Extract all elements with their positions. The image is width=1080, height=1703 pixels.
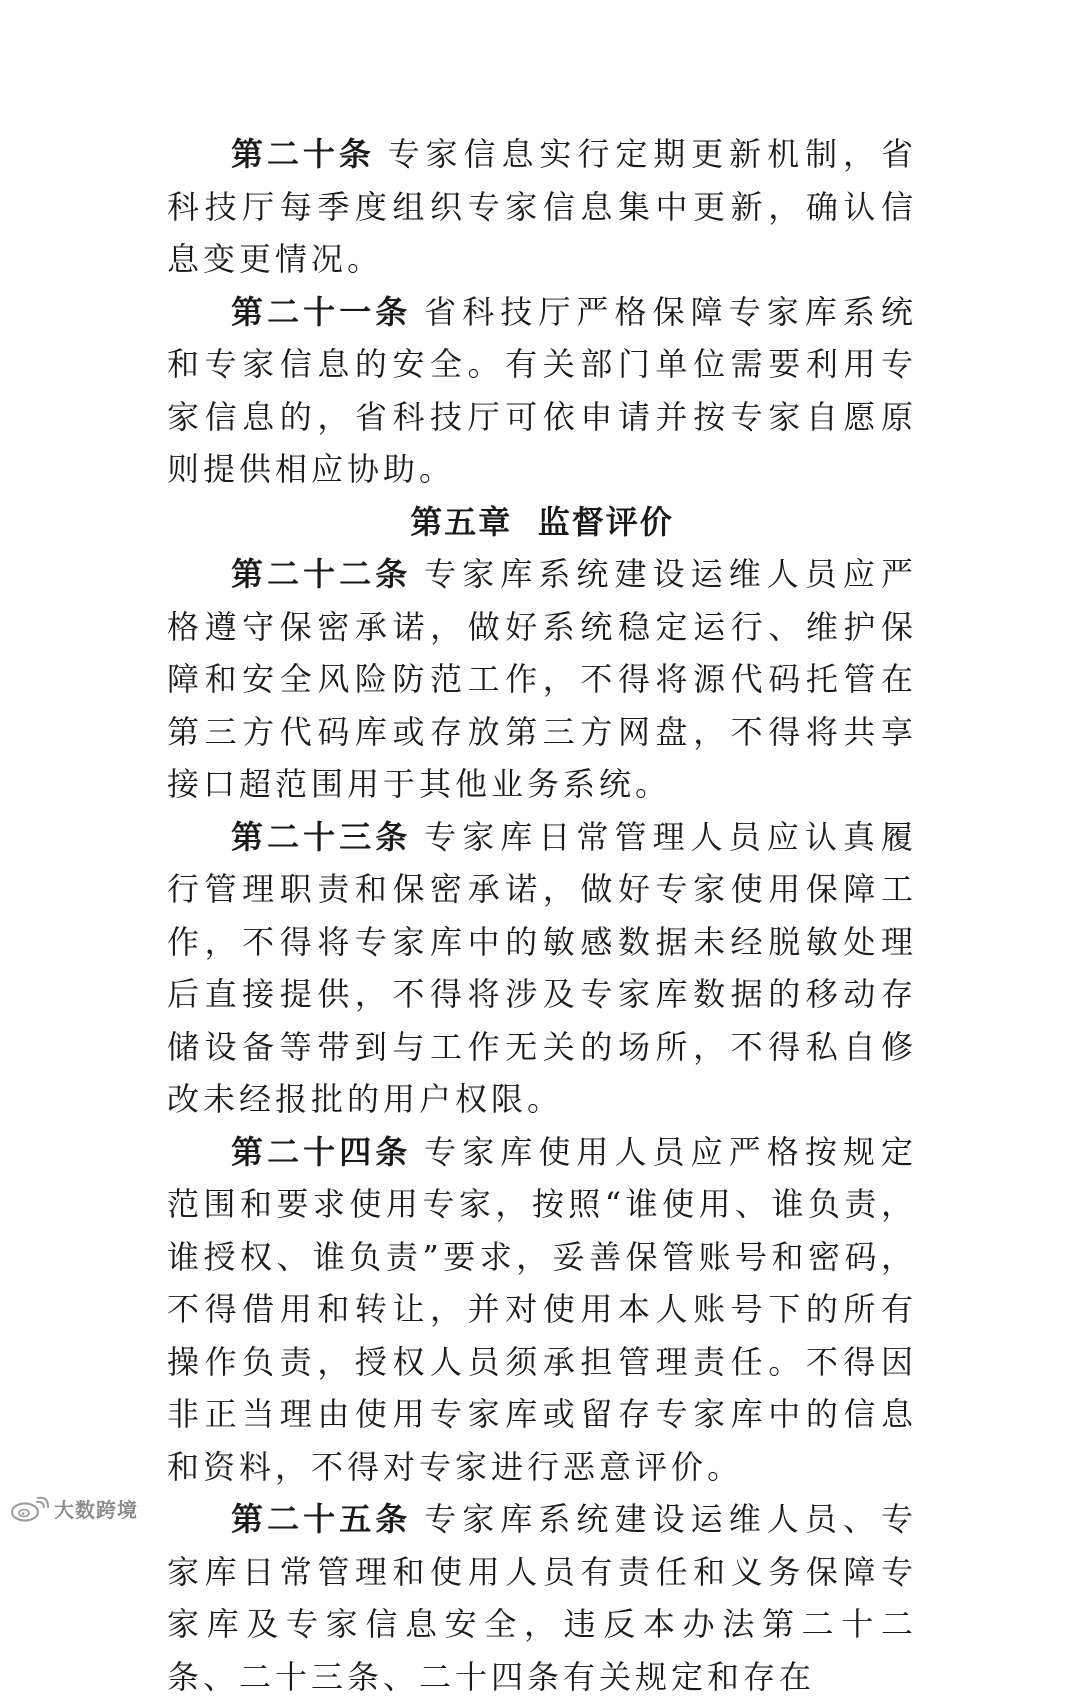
watermark-text: 大数跨境	[54, 1498, 138, 1522]
article-24	[167, 1126, 917, 1494]
weibo-logo-icon	[10, 1496, 50, 1522]
article-body: 专家库系统建设运维人员、专家库日常管理和使用人员有责任和义务保障专家库及专家信息安全，违反本办法第二十二条、二十三条、二十四条有关规定和存在	[167, 1500, 917, 1696]
watermark	[10, 1494, 138, 1523]
chapter-number: 第五章	[410, 502, 513, 541]
article-21	[167, 286, 917, 496]
article-heading: 第二十二条	[231, 555, 412, 593]
article-body: 专家库日常管理人员应认真履行管理职责和保密承诺，做好专家使用保障工作，不得将专家库中的敏感数据未经脱敏处理后直接提供，不得将涉及专家库数据的移动存储设备等带到与工作无关的场所，不得私自修改未经报批的用户权限。	[167, 817, 917, 1118]
article-heading: 第二十五条	[231, 1500, 412, 1538]
article-22	[167, 548, 917, 811]
document-page	[167, 128, 917, 1703]
article-body: 专家信息实行定期更新机制，省科技厅每季度组织专家信息集中更新，确认信息变更情况。	[167, 135, 917, 278]
article-heading: 第二十条	[231, 135, 375, 173]
article-body: 专家库系统建设运维人员应严格遵守保密承诺，做好系统稳定运行、维护保障和安全风险防范工作，不得将源代码托管在第三方代码库或存放第三方网盘，不得将共享接口超范围用于其他业务系统。	[167, 555, 917, 803]
article-25	[167, 1493, 917, 1703]
article-body: 专家库使用人员应严格按规定范围和要求使用专家，按照“谁使用、谁负责，谁授权、谁负责”要求，妥善保管账号和密码，不得借用和转让，并对使用本人账号下的所有操作负责，授权人员须承担管理责任。不得因非正当理由使用专家库或留存专家库中的信息和资料，不得对专家进行恶意评价。	[167, 1132, 917, 1486]
chapter-title: 监督评价	[537, 502, 674, 541]
article-heading: 第二十一条	[231, 292, 412, 331]
chapter-heading	[167, 496, 917, 549]
article-heading: 第二十三条	[231, 817, 412, 856]
article-23	[167, 811, 917, 1126]
article-body: 省科技厅严格保障专家库系统和专家信息的安全。有关部门单位需要利用专家信息的，省科技厅可依申请并按专家自愿原则提供相应协助。	[167, 292, 917, 488]
article-heading: 第二十四条	[231, 1132, 412, 1171]
article-20	[167, 128, 917, 286]
